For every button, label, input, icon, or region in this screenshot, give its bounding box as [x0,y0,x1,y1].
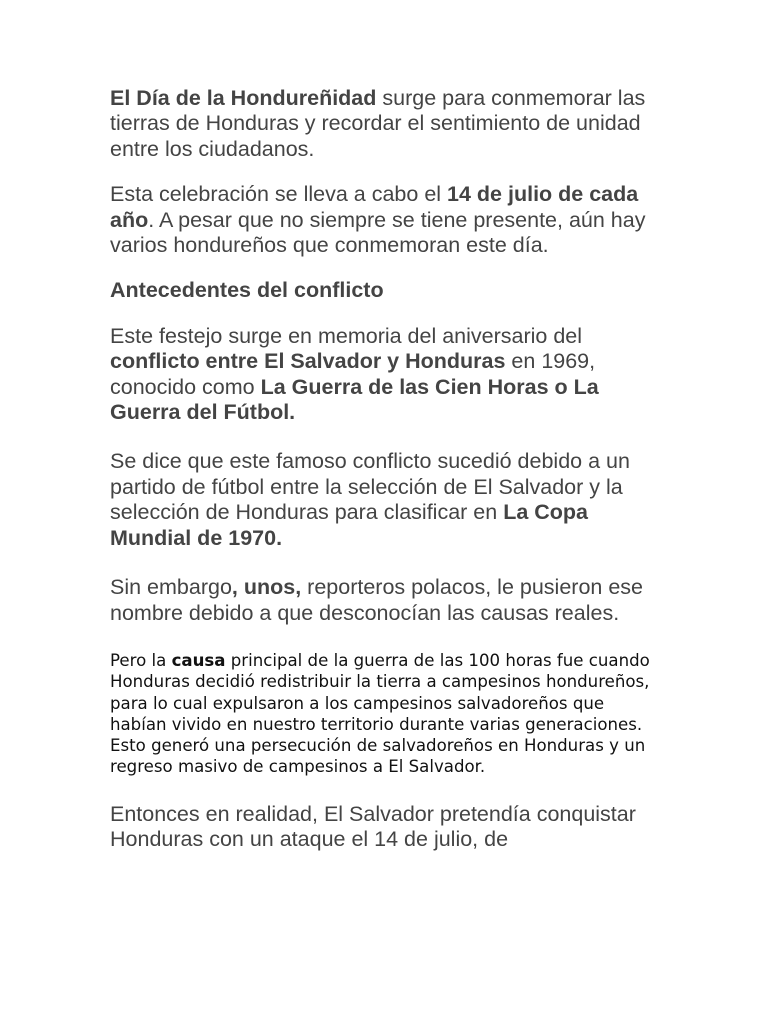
paragraph-date [110,182,658,258]
paragraph-cause [110,650,658,778]
paragraph-reporters [110,575,658,626]
document-page [110,86,658,853]
bold-text: , unos, [231,575,302,600]
paragraph-conclusion [110,802,658,853]
body-text: Esta celebración se lleva a cabo el [110,182,448,207]
body-text: reporteros polacos, le pusieron ese nombre debido a que desconocían las causas reales. [110,575,643,625]
paragraph-football [110,449,658,551]
body-text: . A pesar que no siempre se tiene presente, aún hay varios hondureños que conmemoran este día. [110,207,646,258]
body-text: Este festejo surge en memoria del aniversario del [110,323,583,348]
bold-text: El Día de la Hondureñidad [110,86,377,110]
bold-text: causa [171,650,226,670]
body-text: surge para conmemorar las tierras de Honduras y recordar el sentimiento de unidad entre los ciudadanos. [110,86,646,161]
section-heading: Antecedentes del conflicto [110,278,384,303]
paragraph-intro [110,86,658,162]
body-text: principal de la guerra de las 100 horas fue cuando Honduras decidió redistribuir la tierra a campesinos hondureños, para lo cual expulsaron a los campesinos salvadoreños que habían vivido en nuestro territorio durante varias generaciones. Esto generó una persecución de salvadoreños en Honduras y un regreso masivo de campesinos a El Salvador. [110,650,650,777]
body-text: Pero la [110,650,172,670]
bold-text: 14 de julio de cada año [110,182,639,232]
body-text: Entonces en realidad, El Salvador pretendía conquistar Honduras con un ataque el 14 de julio, de [110,801,636,852]
body-text: Sin embargo [110,575,232,600]
bold-text: conflicto entre El Salvador y Honduras [110,349,506,374]
bold-text: La Copa Mundial de 1970. [110,500,589,550]
paragraph-origin [110,324,658,426]
body-text: Se dice que este famoso conflicto sucedió debido a un partido de fútbol entre la selección de El Salvador y la selección de Honduras para clasificar en [110,449,630,525]
body-text: en 1969, conocido como [110,349,596,399]
bold-text: La Guerra de las Cien Horas o La Guerra del Fútbol. [110,374,599,425]
